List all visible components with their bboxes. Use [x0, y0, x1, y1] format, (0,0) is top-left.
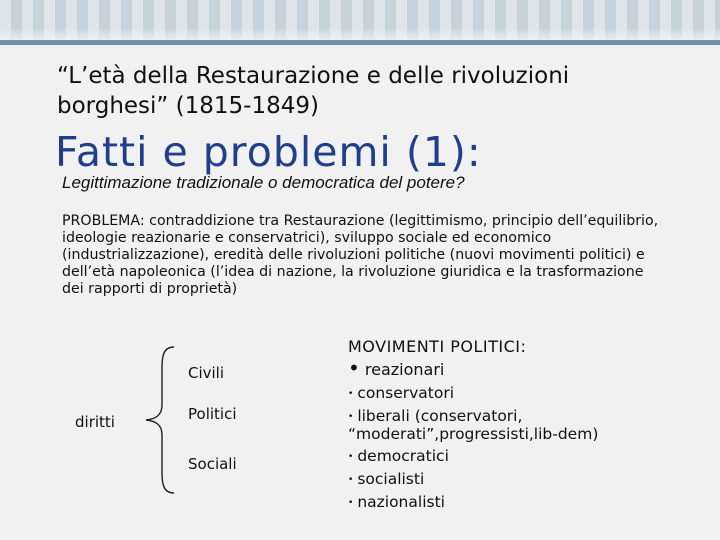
- bullet-icon: •: [348, 356, 360, 380]
- bullet-icon: •: [348, 412, 354, 422]
- rights-item-politici: Politici: [188, 405, 237, 423]
- movement-item: • nazionalisti: [348, 493, 445, 511]
- rights-item-civili: Civili: [188, 364, 225, 382]
- bullet-icon: •: [348, 452, 354, 462]
- header-bar: [0, 40, 720, 45]
- slide-subtitle: “L’età della Restaurazione e delle rivoluzioni borghesi” (1815-1849): [57, 63, 570, 119]
- slide-question: Legittimazione tradizionale o democratica del potere?: [62, 173, 465, 192]
- rights-item-sociali: Sociali: [188, 455, 237, 473]
- bullet-icon: •: [348, 389, 354, 399]
- movements-heading: MOVIMENTI POLITICI:: [348, 337, 527, 356]
- movement-item: • socialisti: [348, 470, 425, 488]
- movement-item: • conservatori: [348, 384, 455, 402]
- movement-item: • democratici: [348, 447, 449, 465]
- problem-paragraph: PROBLEMA: contraddizione tra Restaurazione (legittimismo, principio dell’equilibrio, ideologie reazionarie e conservatrici), sviluppo sociale ed economico (industrializzazione), eredità delle rivoluzioni politiche (nuovi movimenti politici) e dell’età napoleonica (l’idea di nazione, la rivoluzione giuridica e la trasformazione dei rapporti di proprietà): [62, 213, 659, 297]
- movement-item: • liberali (conservatori, “moderati”,progressisti,lib-dem): [348, 407, 599, 443]
- bullet-icon: •: [348, 498, 354, 508]
- bullet-icon: •: [348, 475, 354, 485]
- rights-label: diritti: [75, 413, 115, 431]
- movement-reazionari-label: reazionari: [364, 360, 445, 379]
- movement-reazionari: [348, 357, 688, 381]
- slide-title: Fatti e problemi (1):: [55, 128, 482, 176]
- brace-icon: [142, 345, 182, 495]
- movements-list: [348, 337, 688, 512]
